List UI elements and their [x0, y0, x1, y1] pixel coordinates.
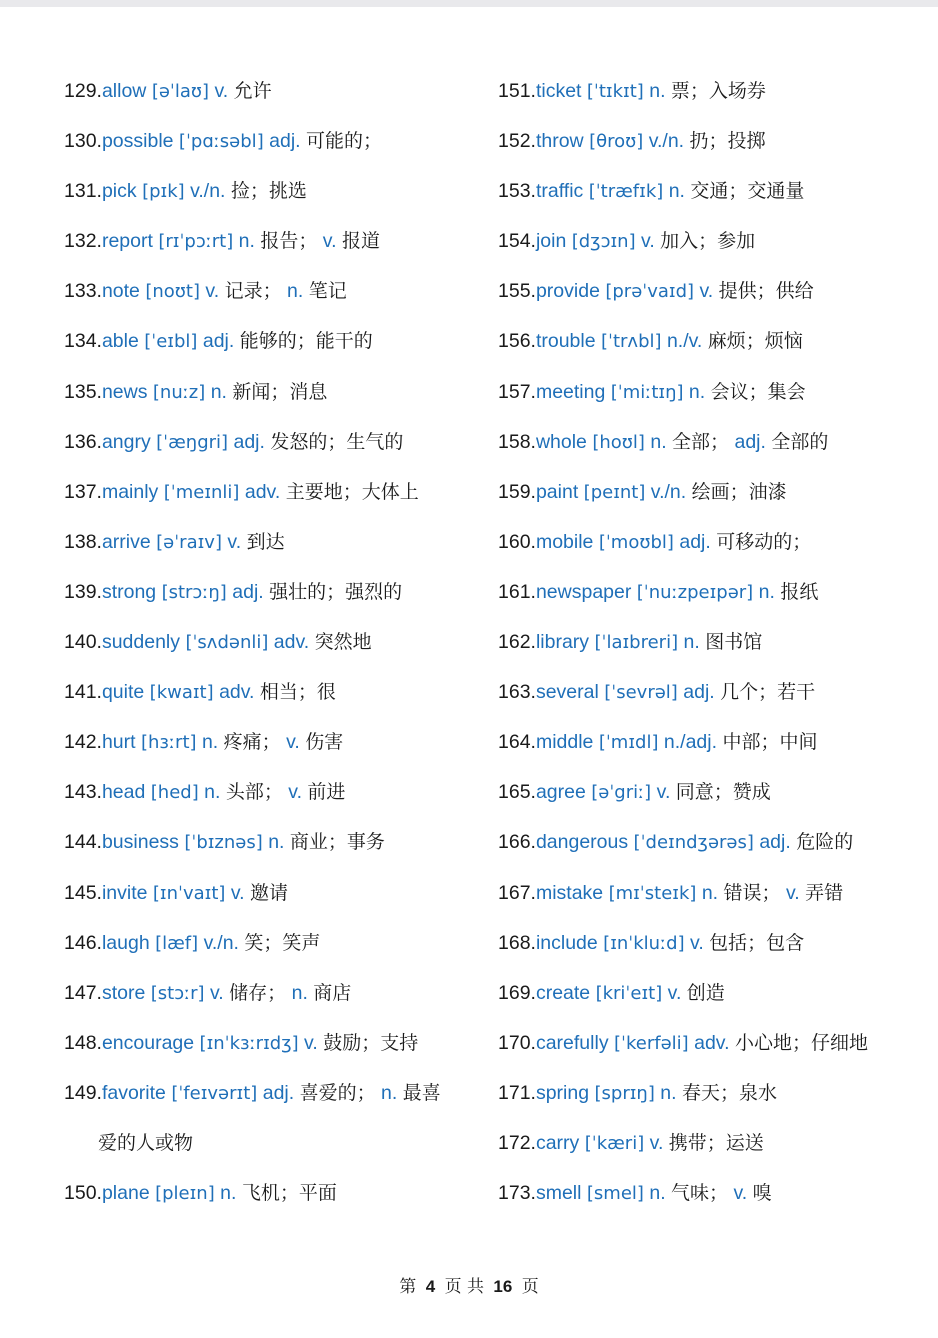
vocab-entry: [64, 929, 479, 979]
entry-number: 148.: [64, 1031, 102, 1054]
vocab-entry: [64, 378, 479, 428]
entry-word: include: [535, 931, 598, 954]
entry-pronunciation: [ˈtræfɪk]: [588, 181, 664, 203]
vocab-column-right: [498, 77, 918, 1229]
entry-meaning: 同意；赞成: [675, 781, 771, 804]
entry-meaning: 报告；: [260, 230, 318, 253]
entry-word: plane: [101, 1182, 150, 1205]
entry-number: 143.: [64, 781, 102, 804]
entry-meaning: 突然地: [314, 631, 372, 654]
entry-number: 172.: [498, 1131, 536, 1154]
vocab-entry: [498, 728, 918, 778]
entry-number: 145.: [64, 881, 102, 904]
entry-word: agree: [535, 781, 586, 804]
document-page: [0, 7, 938, 1338]
footer-page-number: 4: [425, 1277, 436, 1296]
footer-total-pages: 16: [493, 1277, 513, 1296]
entry-number: 131.: [64, 180, 102, 203]
entry-word: join: [535, 230, 567, 253]
entry-part-of-speech: v./n.: [650, 480, 687, 503]
entry-number: 140.: [64, 631, 102, 654]
entry-part-of-speech: n.: [649, 1182, 666, 1205]
entry-pronunciation: [ɪnˈkɜːrɪdʒ]: [199, 1032, 299, 1054]
entry-word: carry: [535, 1131, 580, 1154]
entry-pronunciation: [ˈpɑːsəbl]: [178, 131, 264, 153]
entry-word: invite: [101, 881, 148, 904]
entry-word: meeting: [535, 380, 606, 403]
entry-number: 136.: [64, 430, 102, 453]
entry-number: 150.: [64, 1182, 102, 1205]
entry-pronunciation: [ˈlaɪbreri]: [594, 632, 679, 654]
entry-part-of-speech: adj.: [683, 681, 715, 704]
entry-part-of-speech: n.: [650, 430, 667, 453]
entry-word: arrive: [101, 530, 151, 553]
entry-number: 130.: [64, 130, 102, 153]
entry-number: 154.: [498, 230, 536, 253]
entry-pronunciation: [smel]: [586, 1183, 644, 1205]
entry-part-of-speech: n.: [660, 1081, 677, 1104]
entry-part-of-speech: v.: [230, 881, 245, 904]
entry-part-of-speech: adv.: [219, 681, 255, 704]
entry-meaning: 包括；包含: [709, 931, 805, 954]
entry-meaning: 几个；若干: [720, 681, 816, 704]
entry-number: 171.: [498, 1081, 536, 1104]
entry-meaning: 麻烦；烦恼: [707, 330, 803, 353]
entry-meaning: 错误；: [723, 881, 781, 904]
vocab-entry: [498, 1029, 918, 1079]
entry-pronunciation: [ˈæŋgri]: [156, 431, 229, 453]
entry-part-of-speech: adj.: [233, 430, 265, 453]
vocab-entry: [64, 77, 479, 127]
vocab-entry: [498, 678, 918, 728]
vocab-entry: [498, 1129, 918, 1179]
entry-part-of-speech: v.: [304, 1031, 318, 1054]
entry-meaning: 可能的；: [306, 130, 383, 153]
entry-number: 142.: [64, 731, 102, 754]
entry-meaning: 笑；笑声: [244, 931, 321, 954]
entry-word: traffic: [535, 180, 584, 203]
entry-pronunciation: [ˈdeɪndʒərəs]: [633, 832, 754, 854]
entry-number: 162.: [498, 631, 536, 654]
entry-pronunciation: [ɪnˈvaɪt]: [152, 882, 226, 904]
entry-number: 138.: [64, 530, 102, 553]
entry-pronunciation: [hɜːrt]: [140, 732, 197, 754]
vocab-entry: [498, 1079, 918, 1129]
entry-word: middle: [535, 731, 594, 754]
entry-meaning: 到达: [246, 530, 285, 553]
entry-pronunciation: [ˈsevrəl]: [604, 682, 678, 704]
entry-word: quite: [101, 681, 145, 704]
entry-word: strong: [101, 580, 157, 603]
entry-number: 147.: [64, 981, 102, 1004]
entry-word: note: [101, 280, 140, 303]
entry-word: mainly: [101, 480, 159, 503]
entry-part-of-speech: v.: [649, 1131, 664, 1154]
entry-number: 129.: [64, 80, 102, 102]
vocab-entry: [498, 879, 918, 929]
entry-number: 132.: [64, 230, 102, 253]
entry-meaning: 强壮的；强烈的: [269, 580, 403, 603]
entry-pronunciation: [læf]: [155, 932, 199, 954]
entry-word: hurt: [101, 731, 136, 754]
entry-meaning: 图书馆: [705, 631, 763, 654]
vocab-entry: [498, 127, 918, 177]
entry-number: 152.: [498, 130, 536, 153]
entry-meaning: 能够的；能干的: [239, 330, 373, 353]
entry-meaning: 全部；: [672, 430, 730, 453]
entry-word: mistake: [535, 881, 604, 904]
entry-part-of-speech: v./n.: [203, 931, 239, 954]
entry-meaning: 新闻；消息: [232, 380, 328, 403]
entry-pronunciation: [strɔːŋ]: [161, 581, 227, 603]
entry-pronunciation: [ɪnˈkluːd]: [603, 932, 685, 954]
entry-word: angry: [101, 430, 151, 453]
entry-word: mobile: [535, 530, 594, 553]
entry-pronunciation: [nuːz]: [152, 381, 206, 403]
entry-word: news: [101, 380, 148, 403]
entry-part-of-speech: n.: [701, 881, 719, 904]
entry-meaning: 储存；: [229, 981, 287, 1004]
entry-meaning-continued: 爱的人或物: [98, 1131, 194, 1154]
entry-number: 158.: [498, 430, 536, 453]
entry-meaning: 嗅: [752, 1182, 772, 1205]
vocab-entry: [498, 1179, 918, 1229]
vocab-entry: [498, 277, 918, 327]
vocab-entry: [498, 327, 918, 377]
entry-number: 151.: [498, 80, 536, 102]
entry-part-of-speech: n./adj.: [663, 731, 718, 754]
vocab-entry: [64, 528, 479, 578]
entry-meaning: 携带；运送: [668, 1131, 764, 1154]
entry-part-of-speech: v.: [214, 80, 229, 102]
vocab-entry: [64, 578, 479, 628]
entry-pronunciation: [peɪnt]: [583, 481, 646, 503]
entry-part-of-speech: n.: [688, 380, 706, 403]
vocab-entry: [498, 528, 918, 578]
entry-pronunciation: [ˈtrʌbl]: [601, 331, 662, 353]
entry-part-of-speech: n.: [758, 580, 775, 603]
entry-pronunciation: [ˈmiːtɪŋ]: [610, 381, 684, 403]
entry-part-of-speech: n.: [210, 380, 227, 403]
vocab-entry: [498, 628, 918, 678]
entry-part-of-speech: adv.: [244, 480, 281, 503]
vocab-entry: [64, 728, 479, 778]
entry-part-of-speech: adj.: [262, 1081, 295, 1104]
entry-part-of-speech: n.: [668, 180, 685, 203]
entry-pronunciation: [ˈmeɪnli]: [163, 481, 240, 503]
entry-meaning: 笔记: [308, 280, 347, 303]
entry-pronunciation: [θroʊ]: [589, 131, 644, 153]
entry-pronunciation: [stɔːr]: [150, 982, 205, 1004]
entry-pronunciation: [dʒɔɪn]: [571, 231, 636, 253]
entry-pronunciation: [sprɪŋ]: [594, 1082, 655, 1104]
entry-word: library: [535, 631, 590, 654]
page-footer: [0, 1272, 938, 1297]
entry-meaning: 可移动的；: [716, 530, 812, 553]
vocab-entry: [64, 127, 479, 177]
entry-meaning: 前进: [307, 781, 346, 804]
entry-part-of-speech: n.: [287, 280, 304, 303]
entry-word: able: [101, 330, 139, 353]
footer-mid: 页 共: [444, 1277, 484, 1297]
entry-number: 170.: [498, 1031, 536, 1054]
entry-number: 149.: [64, 1081, 102, 1104]
entry-number: 161.: [498, 580, 536, 603]
entry-pronunciation: [ˈmɪdl]: [598, 732, 659, 754]
vocab-entry: [498, 979, 918, 1029]
vocab-entry: [64, 177, 479, 227]
vocab-entry: [498, 378, 918, 428]
entry-part-of-speech: n.: [201, 731, 219, 754]
entry-pronunciation: [prəˈvaɪd]: [605, 281, 695, 303]
entry-word: laugh: [101, 931, 150, 954]
vocab-entry: [64, 277, 479, 327]
entry-part-of-speech: n.: [649, 80, 666, 102]
entry-part-of-speech: adv.: [694, 1031, 730, 1054]
entry-number: 139.: [64, 580, 102, 603]
entry-meaning: 飞机；平面: [241, 1182, 337, 1205]
entry-pronunciation: [ˈkæri]: [584, 1132, 645, 1154]
entry-pronunciation: [əˈgriː]: [591, 782, 652, 804]
vocab-entry: [498, 929, 918, 979]
entry-word: whole: [535, 430, 587, 453]
entry-number: 166.: [498, 831, 536, 854]
entry-meaning: 相当；很: [259, 681, 336, 704]
entry-meaning: 邀请: [250, 881, 289, 904]
entry-meaning: 报纸: [780, 580, 819, 603]
entry-word: spring: [535, 1081, 590, 1104]
vocab-entry: [64, 778, 479, 828]
entry-part-of-speech: v./n.: [190, 180, 226, 203]
entry-part-of-speech: v./n.: [648, 130, 685, 153]
vocab-entry: [64, 327, 479, 377]
entry-meaning: 提供；供给: [718, 280, 814, 303]
vocab-entry: [498, 578, 918, 628]
entry-part-of-speech: v.: [733, 1182, 748, 1205]
entry-part-of-speech: n.: [291, 981, 308, 1004]
entry-part-of-speech: n.: [204, 781, 221, 804]
entry-pronunciation: [ˈmoʊbl]: [598, 531, 674, 553]
vocab-entry: [64, 1029, 479, 1079]
entry-pronunciation: [noʊt]: [145, 281, 200, 303]
footer-prefix: 第: [399, 1277, 417, 1297]
entry-meaning: 票；入场券: [670, 80, 766, 102]
entry-meaning: 扔；投掷: [689, 130, 766, 153]
entry-part-of-speech: v.: [227, 530, 242, 553]
entry-meaning: 记录；: [224, 280, 282, 303]
entry-word: dangerous: [535, 831, 629, 854]
entry-pronunciation: [əˈlaʊ]: [151, 81, 210, 102]
entry-part-of-speech: v.: [286, 731, 300, 754]
entry-word: smell: [535, 1182, 582, 1205]
entry-pronunciation: [ˈbɪznəs]: [184, 832, 263, 854]
entry-part-of-speech: adj.: [734, 430, 766, 453]
entry-number: 156.: [498, 330, 536, 353]
vocab-entry: [64, 1179, 479, 1229]
entry-number: 141.: [64, 681, 102, 704]
vocab-entry: [64, 678, 479, 728]
entry-meaning: 气味；: [671, 1182, 729, 1205]
entry-word: newspaper: [535, 580, 632, 603]
entry-pronunciation: [ˈkerfəli]: [614, 1032, 689, 1054]
entry-number: 160.: [498, 530, 536, 553]
entry-meaning: 加入；参加: [660, 230, 756, 253]
entry-word: encourage: [101, 1031, 195, 1054]
entry-meaning: 交通；交通量: [690, 180, 805, 203]
vocab-entry: [498, 177, 918, 227]
entry-word: pick: [101, 180, 137, 203]
vocab-entry: [64, 628, 479, 678]
entry-number: 168.: [498, 931, 536, 954]
entry-word: ticket: [535, 80, 582, 102]
vocab-entry: [64, 1129, 479, 1179]
vocab-entry: [498, 478, 918, 528]
entry-word: allow: [101, 80, 147, 102]
entry-word: store: [101, 981, 146, 1004]
entry-number: 169.: [498, 981, 536, 1004]
entry-number: 144.: [64, 831, 102, 854]
entry-number: 153.: [498, 180, 536, 203]
vocab-entry: [64, 428, 479, 478]
entry-word: carefully: [535, 1031, 609, 1054]
entry-part-of-speech: v.: [667, 981, 682, 1004]
entry-pronunciation: [kriˈeɪt]: [595, 982, 663, 1004]
entry-word: paint: [535, 480, 579, 503]
entry-pronunciation: [pɪk]: [142, 181, 185, 203]
entry-part-of-speech: v.: [690, 931, 704, 954]
entry-word: business: [101, 831, 179, 854]
entry-word: report: [101, 230, 153, 253]
entry-part-of-speech: v.: [322, 230, 337, 253]
entry-word: create: [535, 981, 591, 1004]
entry-meaning: 商店: [313, 981, 352, 1004]
vocab-entry: [498, 77, 918, 127]
entry-pronunciation: [hed]: [150, 782, 199, 804]
entry-word: provide: [535, 280, 600, 303]
entry-part-of-speech: v.: [210, 981, 224, 1004]
entry-pronunciation: [mɪˈsteɪk]: [608, 882, 697, 904]
entry-pronunciation: [ˈfeɪvərɪt]: [171, 1082, 258, 1104]
entry-meaning: 主要地；大体上: [285, 480, 419, 503]
entry-pronunciation: [ˈnuːzpeɪpər]: [636, 581, 754, 603]
entry-word: favorite: [101, 1081, 166, 1104]
entry-number: 167.: [498, 881, 536, 904]
entry-part-of-speech: n.: [268, 831, 285, 854]
entry-meaning: 弄错: [805, 881, 844, 904]
entry-word: several: [535, 681, 599, 704]
entry-number: 163.: [498, 681, 536, 704]
entry-part-of-speech: v.: [656, 781, 671, 804]
entry-part-of-speech: adv.: [273, 631, 310, 654]
entry-number: 146.: [64, 931, 102, 954]
entry-part-of-speech: v.: [288, 781, 302, 804]
entry-number: 135.: [64, 380, 102, 403]
entry-meaning: 绘画；油漆: [691, 480, 787, 503]
entry-meaning: 喜爱的；: [299, 1081, 376, 1104]
entry-part-of-speech: v.: [785, 881, 800, 904]
entry-meaning: 危险的: [796, 831, 854, 854]
vocab-entry: [64, 879, 479, 929]
entry-word: trouble: [535, 330, 596, 353]
entry-number: 164.: [498, 731, 536, 754]
entry-word: possible: [101, 130, 174, 153]
entry-part-of-speech: adj.: [679, 530, 711, 553]
entry-part-of-speech: v.: [641, 230, 655, 253]
entry-pronunciation: [pleɪn]: [155, 1183, 215, 1205]
entry-meaning: 捡；挑选: [230, 180, 307, 203]
entry-pronunciation: [rɪˈpɔːrt]: [158, 231, 234, 253]
vocab-entry: [498, 778, 918, 828]
vocab-entry: [64, 1079, 479, 1129]
entry-number: 173.: [498, 1182, 536, 1205]
entry-part-of-speech: n.: [381, 1081, 398, 1104]
entry-number: 157.: [498, 380, 536, 403]
entry-part-of-speech: adj.: [759, 831, 791, 854]
entry-part-of-speech: n./v.: [666, 330, 703, 353]
entry-word: throw: [535, 130, 584, 153]
entry-meaning: 允许: [233, 80, 272, 102]
entry-meaning: 创造: [686, 981, 725, 1004]
vocab-entry: [64, 828, 479, 878]
entry-meaning: 春天；泉水: [681, 1081, 777, 1104]
entry-pronunciation: [ˈtɪkɪt]: [586, 81, 644, 102]
entry-number: 134.: [64, 330, 102, 353]
entry-number: 159.: [498, 480, 536, 503]
entry-part-of-speech: n.: [683, 631, 700, 654]
entry-number: 137.: [64, 480, 102, 503]
entry-meaning: 全部的: [771, 430, 829, 453]
entry-number: 155.: [498, 280, 536, 303]
entry-number: 165.: [498, 781, 536, 804]
entry-meaning: 发怒的；生气的: [270, 430, 404, 453]
entry-part-of-speech: adj.: [232, 580, 264, 603]
entry-meaning: 小心地；仔细地: [734, 1031, 868, 1054]
footer-suffix: 页: [521, 1277, 539, 1297]
entry-meaning: 中部；中间: [722, 731, 818, 754]
entry-part-of-speech: n.: [238, 230, 255, 253]
entry-pronunciation: [əˈraɪv]: [156, 531, 222, 553]
entry-meaning: 报道: [341, 230, 380, 253]
entry-part-of-speech: n.: [220, 1182, 237, 1205]
entry-number: 133.: [64, 280, 102, 303]
entry-meaning: 会议；集会: [710, 380, 806, 403]
vocab-column-left: [64, 77, 479, 1229]
entry-pronunciation: [hoʊl]: [592, 431, 645, 453]
entry-part-of-speech: v.: [699, 280, 714, 303]
vocab-entry: [64, 979, 479, 1029]
entry-pronunciation: [ˈsʌdənli]: [185, 632, 269, 654]
entry-pronunciation: [ˈeɪbl]: [144, 331, 198, 353]
entry-pronunciation: [kwaɪt]: [149, 682, 214, 704]
entry-meaning: 疼痛；: [223, 731, 281, 754]
vocab-entry: [498, 428, 918, 478]
entry-meaning: 商业；事务: [289, 831, 385, 854]
entry-meaning: 伤害: [305, 731, 344, 754]
entry-part-of-speech: adj.: [202, 330, 235, 353]
entry-meaning: 鼓励；支持: [323, 1031, 419, 1054]
vocab-entry: [64, 478, 479, 528]
vocab-entry: [498, 227, 918, 277]
entry-part-of-speech: v.: [205, 280, 220, 303]
entry-part-of-speech: adj.: [269, 130, 301, 153]
vocab-entry: [498, 828, 918, 878]
entry-word: head: [101, 781, 146, 804]
entry-word: suddenly: [101, 631, 181, 654]
entry-meaning: 最喜: [402, 1081, 441, 1104]
vocab-entry: [64, 227, 479, 277]
entry-meaning: 头部；: [225, 781, 283, 804]
